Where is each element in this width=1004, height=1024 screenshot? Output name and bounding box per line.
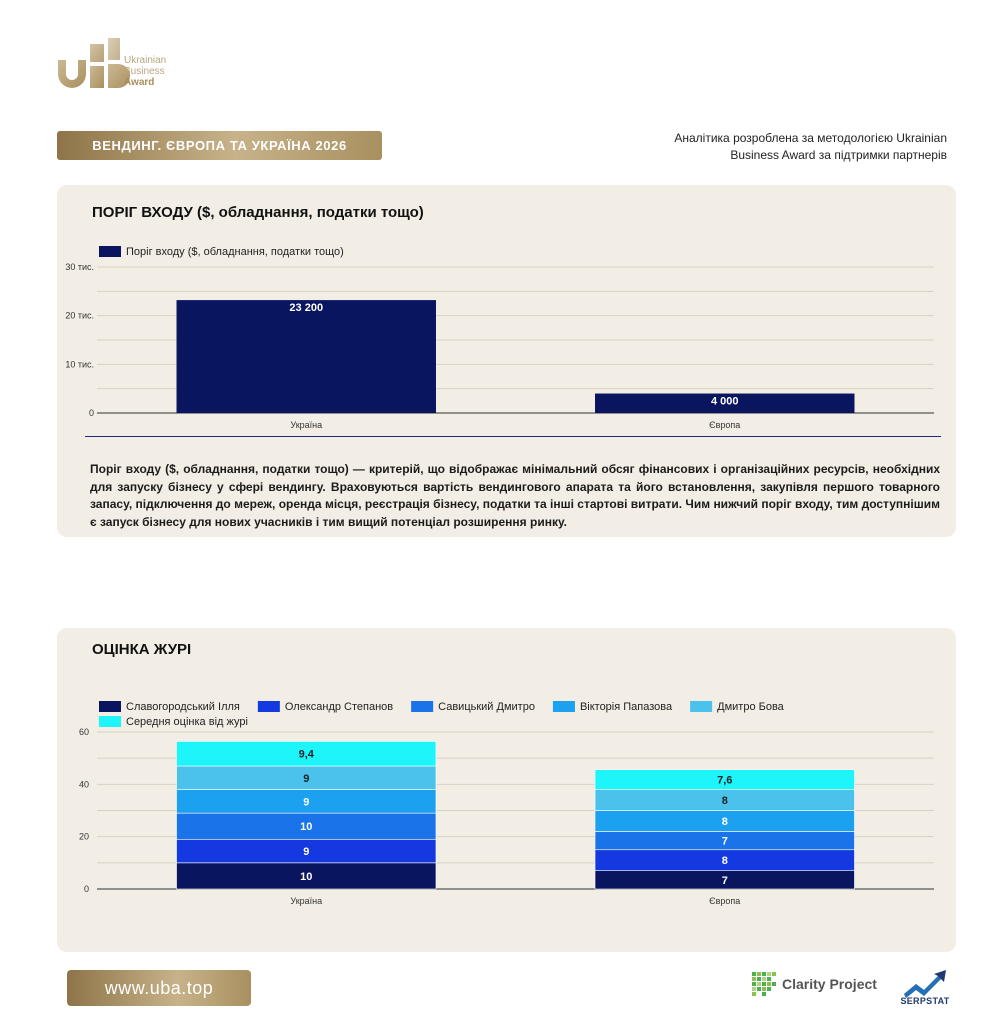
bar-0-0 xyxy=(177,300,436,413)
legend-label: Поріг входу ($, обладнання, податки тощо) xyxy=(126,246,344,258)
legend-swatch xyxy=(553,701,575,712)
attribution xyxy=(627,130,947,164)
website-link[interactable] xyxy=(67,970,251,1006)
data-label: 9 xyxy=(303,796,310,809)
data-label: 10 xyxy=(300,870,313,883)
data-label: 8 xyxy=(721,795,728,808)
entry-threshold-chart xyxy=(57,235,956,435)
data-label: 23 200 xyxy=(289,302,324,315)
serpstat-name: SERPSTAT xyxy=(900,996,950,1006)
legend-label: Вікторія Папазова xyxy=(579,701,673,713)
data-label: 8 xyxy=(721,855,728,868)
legend-swatch xyxy=(258,701,280,712)
uba-logo xyxy=(56,36,186,92)
legend-label: Олександр Степанов xyxy=(284,701,394,713)
y-tick-label: 0 xyxy=(83,884,89,894)
legend-label: Савицький Дмитро xyxy=(438,701,535,713)
attribution-line2: Business Award за підтримки партнерів xyxy=(730,148,947,162)
y-tick-label: 10 тис. xyxy=(65,359,94,370)
legend-label: Дмитро Бова xyxy=(717,701,784,713)
y-tick-label: 40 xyxy=(78,779,89,790)
data-label: 9,4 xyxy=(298,748,314,761)
legend-swatch xyxy=(99,246,121,257)
report-title-banner xyxy=(57,131,382,160)
website-text: www.uba.top xyxy=(104,977,214,998)
legend-label: Середня оцінка від журі xyxy=(126,716,248,728)
logo-line2: Business xyxy=(124,66,165,77)
attribution-line1: Аналітика розроблена за методологією Ukrainian xyxy=(674,131,947,145)
jury-score-chart xyxy=(57,690,956,920)
legend-swatch xyxy=(99,716,121,727)
chart-divider xyxy=(85,436,941,437)
x-tick-label: Європа xyxy=(709,420,741,430)
logo-line3: Award xyxy=(124,77,155,88)
data-label: 4 000 xyxy=(710,395,739,408)
entry-threshold-description: Поріг входу ($, обладнання, податки тощо) — критерій, що відображає мінімальний обсяг фінансових і організаційних ресурсів, необхідних для запуску бізнесу у сфері вендингу. Враховуються вартість вендингового апарата та його встановлення, закупівля першого товарного запасу, підключення до мереж, оренда місця, реєстрація бізнесу, податки та інші стартові витрати. Чим нижчий поріг входу, тим доступнішим є запуск бізнесу для нових учасників і тим вищий потенціал розширення ринку. xyxy=(90,462,940,529)
legend-swatch xyxy=(99,701,121,712)
legend-swatch xyxy=(690,701,712,712)
entry-threshold-title: ПОРІГ ВХОДУ ($, обладнання, податки тощо) xyxy=(92,204,424,221)
x-tick-label: Україна xyxy=(290,420,323,430)
data-label: 10 xyxy=(300,821,313,834)
y-tick-label: 20 xyxy=(78,831,89,842)
data-label: 9 xyxy=(303,772,310,785)
entry-threshold-card xyxy=(57,185,956,537)
logo-text xyxy=(124,55,166,88)
report-title: ВЕНДИНГ. ЄВРОПА ТА УКРАЇНА 2026 xyxy=(92,138,347,153)
clarity-project-name: Clarity Project xyxy=(782,976,877,992)
logo-line1: Ukrainian xyxy=(124,55,167,66)
y-tick-label: 20 тис. xyxy=(65,310,94,321)
data-label: 8 xyxy=(721,815,728,828)
legend-swatch xyxy=(411,701,433,712)
y-tick-label: 60 xyxy=(78,727,89,737)
jury-score-title: ОЦІНКА ЖУРІ xyxy=(92,641,192,658)
x-tick-label: Україна xyxy=(290,896,323,906)
jury-score-card xyxy=(57,628,956,952)
legend-label: Славогородський Ілля xyxy=(126,701,240,713)
y-tick-label: 30 тис. xyxy=(65,262,94,272)
data-label: 7,6 xyxy=(717,774,733,787)
clarity-grid-icon xyxy=(752,972,776,996)
data-label: 9 xyxy=(303,846,310,859)
y-tick-label: 0 xyxy=(88,408,94,418)
x-tick-label: Європа xyxy=(709,896,741,906)
clarity-project-logo xyxy=(752,972,877,996)
data-label: 7 xyxy=(721,874,728,887)
data-label: 7 xyxy=(721,835,728,848)
